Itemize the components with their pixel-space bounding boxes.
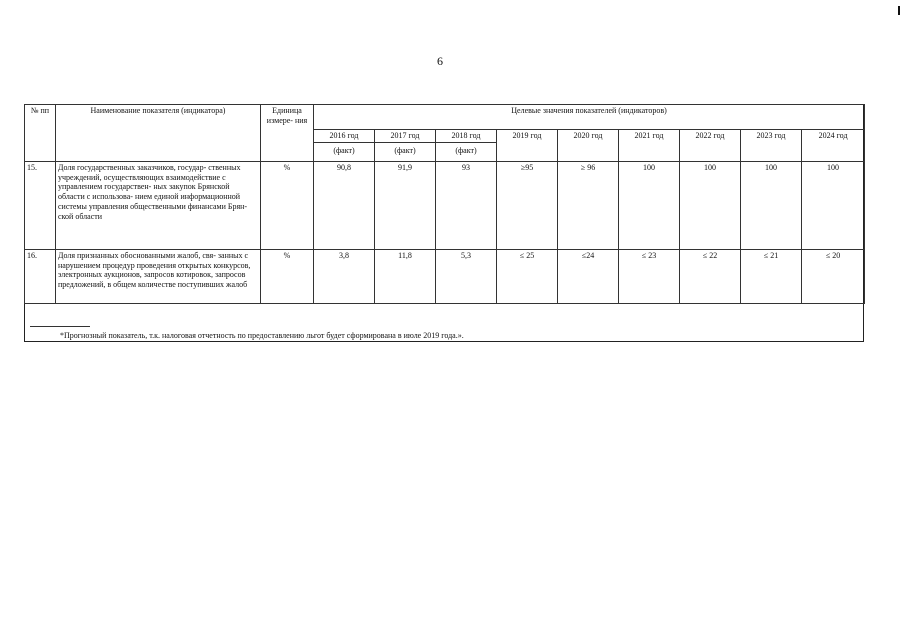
header-num: № пп — [25, 105, 56, 162]
row-value: 91,9 — [375, 161, 436, 249]
row-value: ≤24 — [558, 249, 619, 303]
header-year: 2022 год — [680, 130, 741, 162]
row-num: 15. — [25, 161, 56, 249]
header-fact: (факт) — [375, 142, 436, 161]
footnote-text: *Прогнозный показатель, т.к. налоговая отчетность по предоставлению льгот будет сформирована в июле 2019 года.». — [60, 331, 464, 340]
edge-mark — [898, 6, 900, 15]
row-value: 100 — [619, 161, 680, 249]
row-value: ≤ 22 — [680, 249, 741, 303]
row-value: ≤ 21 — [741, 249, 802, 303]
header-year: 2018 год — [436, 130, 497, 143]
page-number: 6 — [437, 54, 443, 68]
table-row — [25, 161, 865, 249]
row-unit: % — [261, 249, 314, 303]
header-targets: Целевые значения показателей (индикаторов) — [314, 105, 865, 130]
row-value: 3,8 — [314, 249, 375, 303]
row-value: 5,3 — [436, 249, 497, 303]
footnote-area — [24, 321, 864, 341]
indicators-table — [24, 104, 865, 304]
header-name: Наименование показателя (индикатора) — [56, 105, 261, 162]
header-unit: Единица измере- ния — [261, 105, 314, 162]
row-value: ≤ 23 — [619, 249, 680, 303]
table-row — [25, 249, 865, 303]
row-name: Доля государственных заказчиков, государ- ственных учреждений, осуществляющих взаимодействие с управлением государствен- ных закупок Брянской области с использова- нием единой информационной системы управления общественными финансами Брян- ской области — [56, 161, 261, 249]
row-num: 16. — [25, 249, 56, 303]
header-fact: (факт) — [436, 142, 497, 161]
header-year: 2024 год — [802, 130, 865, 162]
row-value: 100 — [741, 161, 802, 249]
row-value: ≤ 20 — [802, 249, 865, 303]
header-year: 2020 год — [558, 130, 619, 162]
row-value: ≥95 — [497, 161, 558, 249]
header-year: 2016 год — [314, 130, 375, 143]
row-value: ≤ 25 — [497, 249, 558, 303]
header-fact: (факт) — [314, 142, 375, 161]
row-value: 100 — [802, 161, 865, 249]
header-year: 2023 год — [741, 130, 802, 162]
header-year: 2017 год — [375, 130, 436, 143]
row-value: ≥ 96 — [558, 161, 619, 249]
footnote-divider — [30, 326, 90, 327]
header-year: 2019 год — [497, 130, 558, 162]
header-year: 2021 год — [619, 130, 680, 162]
row-value: 100 — [680, 161, 741, 249]
row-unit: % — [261, 161, 314, 249]
row-value: 90,8 — [314, 161, 375, 249]
row-name: Доля признанных обоснованными жалоб, свя- занных с нарушением процедур проведения открытых конкурсов, электронных аукционов, запросов котировок, запросов предложений, в общем количестве поступивших жалоб — [56, 249, 261, 303]
row-value: 93 — [436, 161, 497, 249]
row-value: 11,8 — [375, 249, 436, 303]
